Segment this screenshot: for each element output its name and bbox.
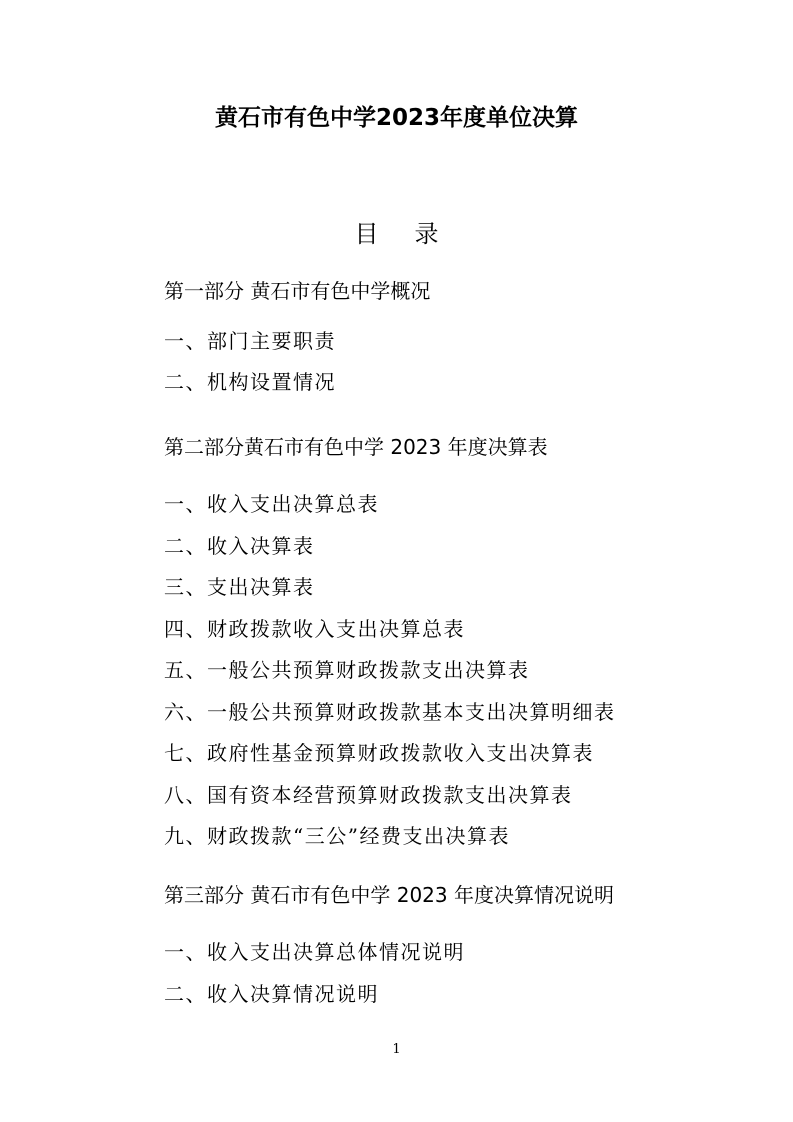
toc-section-part3-heading: 第三部分 黄石市有色中学 2023 年度决算情况说明 [164,883,614,907]
toc-item-part2-2: 二、收入决算表 [164,534,315,558]
toc-item-part2-8: 八、国有资本经营预算财政拨款支出决算表 [164,783,573,807]
toc-item-part2-7: 七、政府性基金预算财政拨款收入支出决算表 [164,741,594,765]
toc-item-part2-6: 六、一般公共预算财政拨款基本支出决算明细表 [164,700,616,724]
toc-section-part1-heading: 第一部分 黄石市有色中学概况 [164,279,431,303]
page-number: 1 [392,1042,401,1057]
toc-item-part2-4: 四、财政拨款收入支出决算总表 [164,617,465,641]
toc-item-part3-2: 二、收入决算情况说明 [164,982,379,1006]
toc-item-part1-2: 二、机构设置情况 [164,370,336,394]
toc-item-part2-3: 三、支出决算表 [164,575,315,599]
toc-item-part2-5: 五、一般公共预算财政拨款支出决算表 [164,658,530,682]
toc-section-part2-heading: 第二部分黄石市有色中学 2023 年度决算表 [164,435,548,459]
toc-item-part3-1: 一、收入支出决算总体情况说明 [164,940,465,964]
toc-item-part2-9: 九、财政拨款“三公”经费支出决算表 [164,824,510,848]
toc-heading: 目录 [354,220,475,248]
toc-item-part1-1: 一、部门主要职责 [164,329,336,353]
document-title: 黄石市有色中学2023年度单位决算 [214,105,578,131]
toc-item-part2-1: 一、收入支出决算总表 [164,492,379,516]
